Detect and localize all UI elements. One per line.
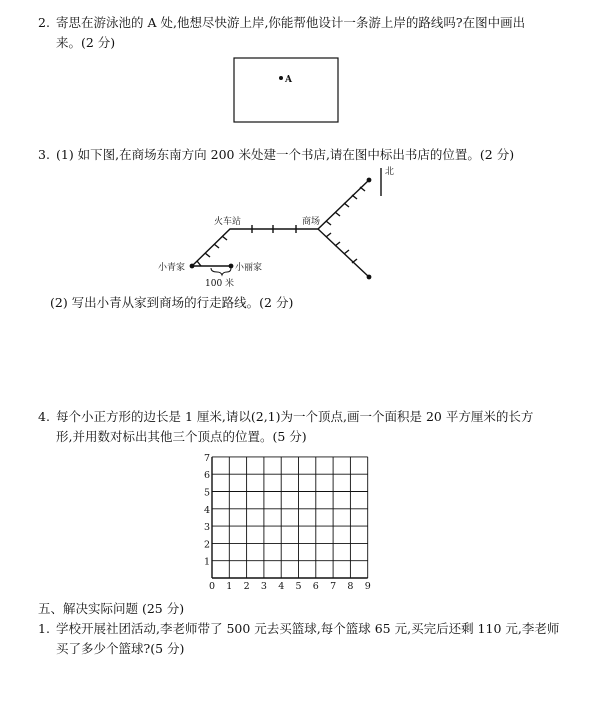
x-tick-label: 6 xyxy=(312,581,319,592)
x-tick-label: 1 xyxy=(226,581,233,592)
north-label: 北 xyxy=(385,167,395,177)
section5-q1-line2: 买了多少个篮球?(5 分) xyxy=(56,641,185,656)
q2-number: 2. xyxy=(38,15,50,30)
route-southeast-branch xyxy=(318,229,369,277)
qing-home-label: 小青家 xyxy=(158,263,186,273)
section5-q1-number: 1. xyxy=(38,621,50,636)
y-tick-label: 5 xyxy=(204,487,211,499)
x-tick-label: 5 xyxy=(295,581,302,592)
y-tick-label: 4 xyxy=(204,504,211,516)
pool-point-a xyxy=(279,76,283,80)
q4-text-line2: 形,并用数对标出其他三个顶点的位置。(5 分) xyxy=(56,429,307,444)
endpoint-se xyxy=(367,275,372,280)
x-tick-label: 0 xyxy=(209,581,216,592)
coordinate-grid xyxy=(204,453,371,592)
x-tick-label: 3 xyxy=(260,581,267,592)
x-tick-label: 9 xyxy=(364,581,371,592)
li-home-dot xyxy=(229,264,234,269)
x-tick-label: 8 xyxy=(347,581,354,592)
section5-heading: 五、解决实际问题 (25 分) xyxy=(38,601,185,616)
y-tick-label: 3 xyxy=(204,522,211,534)
y-tick-label: 7 xyxy=(204,452,211,464)
li-home-label: 小丽家 xyxy=(235,263,263,273)
y-tick-label: 1 xyxy=(204,556,211,568)
endpoint-ne xyxy=(367,178,372,183)
section5-q1-line1: 学校开展社团活动,李老师带了 500 元去买篮球,每个篮球 65 元,买完后还剩 110 元,李老师 xyxy=(56,621,560,636)
x-tick-label: 7 xyxy=(330,581,337,592)
q4-text-line1: 每个小正方形的边长是 1 厘米,请以(2,1)为一个顶点,画一个面积是 20 平方厘米的长方 xyxy=(56,409,534,424)
q3-part1-text: (1) 如下图,在商场东南方向 200 米处建一个书店,请在图中标出书店的位置。(2 分) xyxy=(56,147,515,162)
x-tick-label: 2 xyxy=(243,581,250,592)
station-label: 火车站 xyxy=(214,217,242,227)
q3-part2-text: (2) 写出小青从家到商场的行走路线。(2 分) xyxy=(50,295,294,310)
scale-label: 100 米 xyxy=(205,279,235,289)
q2-text-line1: 寄思在游泳池的 A 处,他想尽快游上岸,你能帮他设计一条游上岸的路线吗?在图中画出 xyxy=(56,15,526,30)
pool-point-a-label: A xyxy=(285,75,292,85)
scale-brace xyxy=(211,268,231,275)
q4-number: 4. xyxy=(38,409,50,424)
qing-home-dot xyxy=(190,264,195,269)
pool-rectangle xyxy=(234,58,338,122)
mall-label: 商场 xyxy=(302,217,321,227)
y-tick-label: 6 xyxy=(204,470,211,482)
x-tick-label: 4 xyxy=(278,581,285,592)
y-tick-label: 2 xyxy=(204,539,211,551)
q2-text-line2: 来。(2 分) xyxy=(56,35,116,50)
q3-number: 3. xyxy=(38,147,50,162)
